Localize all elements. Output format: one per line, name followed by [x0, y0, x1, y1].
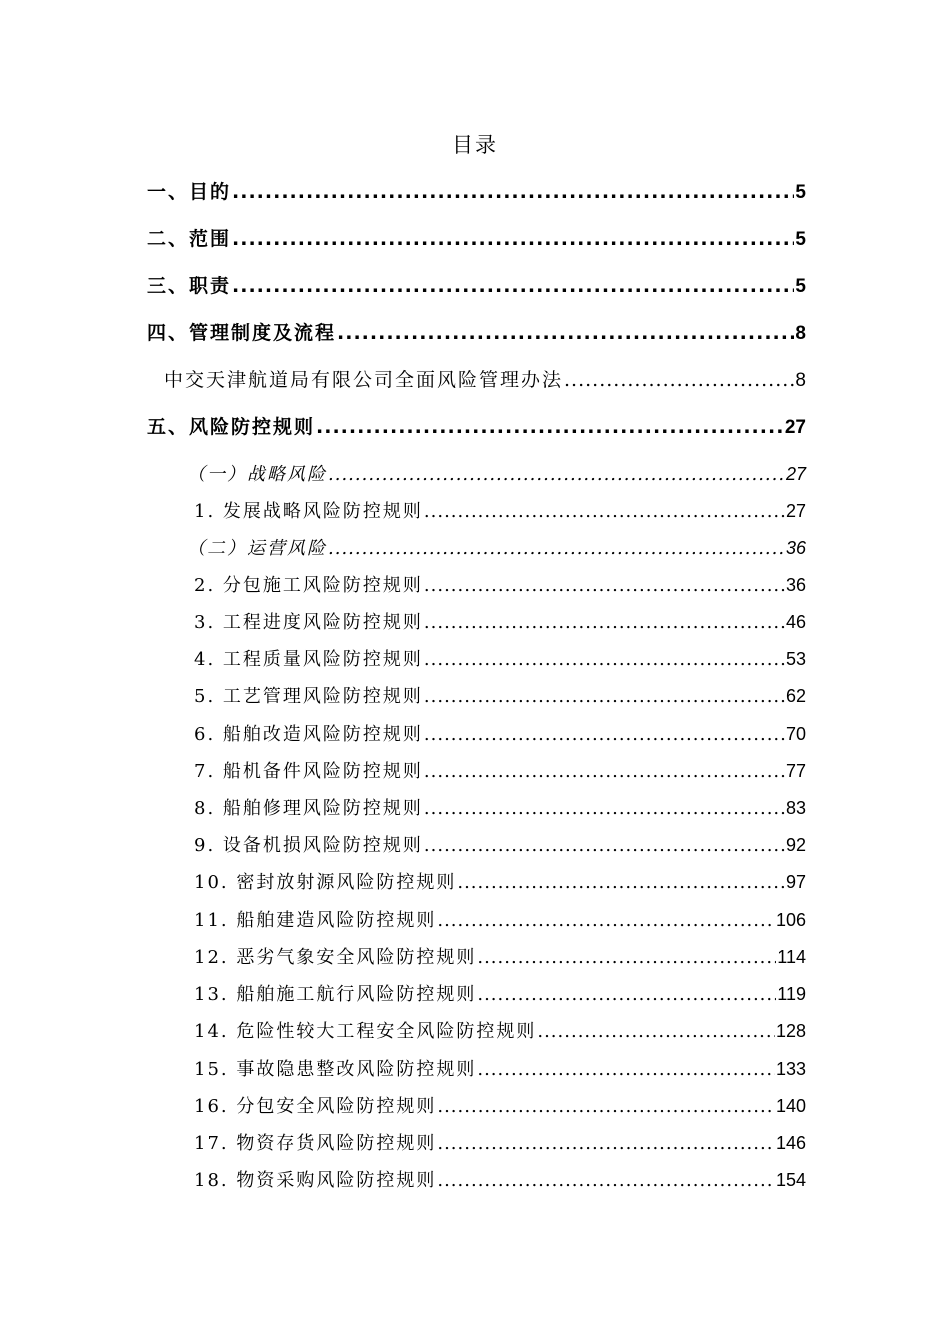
toc-entry-label: 15. 事故隐患整改风险防控规则 [194, 1059, 477, 1080]
dot-leader [457, 868, 785, 898]
toc-entry-page-number: 83 [785, 798, 806, 818]
dot-leader [232, 177, 794, 207]
toc-entry-label: 10. 密封放射源风险防控规则 [194, 872, 457, 893]
dot-leader [337, 318, 794, 348]
toc-entry[interactable] [187, 459, 806, 489]
toc-entry-page-number: 5 [795, 229, 806, 250]
toc-entry[interactable] [194, 644, 806, 674]
toc-entry-label: 6. 船舶改造风险防控规则 [194, 724, 423, 745]
toc-entry-label: 2. 分包施工风险防控规则 [194, 575, 423, 596]
toc-entry-label: 17. 物资存货风险防控规则 [194, 1133, 437, 1154]
toc-entry-page-number: 36 [785, 575, 806, 595]
toc-entry-page-number: 140 [775, 1096, 806, 1116]
toc-entry-label: 1. 发展战略风险防控规则 [194, 501, 423, 522]
dot-leader [477, 1055, 775, 1085]
toc-entry-page-number: 92 [785, 835, 806, 855]
toc-entry-label: 12. 恶劣气象安全风险防控规则 [194, 947, 477, 968]
dot-leader [424, 497, 785, 527]
dot-leader [437, 1166, 775, 1196]
toc-entry-label: 三、职责 [147, 275, 232, 297]
dot-leader [424, 608, 785, 638]
toc-entry[interactable] [147, 177, 806, 207]
toc-entry[interactable] [187, 533, 806, 563]
dot-leader [424, 645, 785, 675]
toc-entry-label: 中交天津航道局有限公司全面风险管理办法 [164, 369, 564, 391]
dot-leader [424, 831, 785, 861]
toc-entry[interactable] [194, 942, 806, 972]
toc-entry-label: 18. 物资采购风险防控规则 [194, 1170, 437, 1191]
toc-entry-page-number: 97 [785, 872, 806, 892]
toc-entry-label: 11. 船舶建造风险防控规则 [194, 910, 437, 931]
toc-entry-label: 4. 工程质量风险防控规则 [194, 649, 423, 670]
dot-leader [328, 534, 785, 564]
dot-leader [424, 571, 785, 601]
toc-entry-label: 8. 船舶修理风险防控规则 [194, 798, 423, 819]
toc-entry[interactable] [194, 905, 806, 935]
toc-entry-page-number: 8 [795, 323, 806, 344]
toc-entry-label: 9. 设备机损风险防控规则 [194, 835, 423, 856]
dot-leader [424, 720, 785, 750]
toc-entry-label: 5. 工艺管理风险防控规则 [194, 686, 423, 707]
toc-entry[interactable] [194, 756, 806, 786]
toc-entry[interactable] [194, 793, 806, 823]
toc-entry-page-number: 62 [785, 686, 806, 706]
toc-entry-label: 四、管理制度及流程 [147, 322, 337, 344]
toc-entry-page-number: 36 [785, 538, 806, 558]
toc-entry[interactable] [194, 830, 806, 860]
toc-entry-page-number: 27 [785, 464, 806, 484]
toc-entry-label: 16. 分包安全风险防控规则 [194, 1096, 437, 1117]
dot-leader [232, 224, 794, 254]
toc-entry[interactable] [194, 1091, 806, 1121]
toc-entry-label: 13. 船舶施工航行风险防控规则 [194, 984, 477, 1005]
toc-entry[interactable] [194, 496, 806, 526]
dot-leader [316, 412, 784, 442]
toc-entry-page-number: 8 [795, 370, 806, 391]
toc-entry-page-number: 5 [795, 276, 806, 297]
toc-entry[interactable] [194, 1016, 806, 1046]
toc-entry-page-number: 119 [777, 984, 806, 1004]
toc-entry-label: 一、目的 [147, 181, 232, 203]
dot-leader [424, 794, 785, 824]
toc-entry[interactable] [194, 1128, 806, 1158]
toc-entry-page-number: 146 [775, 1133, 806, 1153]
dot-leader [477, 980, 776, 1010]
toc-entry-label: 7. 船机备件风险防控规则 [194, 761, 423, 782]
toc-entry-label: 二、范围 [147, 228, 232, 250]
toc-entry[interactable] [147, 224, 806, 254]
toc-entry-page-number: 133 [775, 1059, 806, 1079]
toc-entry-page-number: 114 [777, 947, 806, 967]
toc-entry-label: （一）战略风险 [187, 464, 327, 485]
toc-entry-page-number: 46 [785, 612, 806, 632]
toc-entry-page-number: 53 [785, 649, 806, 669]
toc-entry[interactable] [147, 412, 806, 442]
toc-entry-label: 14. 危险性较大工程安全风险防控规则 [194, 1021, 537, 1042]
dot-leader [424, 682, 785, 712]
toc-entry-label: 五、风险防控规则 [147, 416, 316, 438]
toc-entry[interactable] [194, 570, 806, 600]
toc-entry-page-number: 27 [784, 417, 806, 438]
toc-entry[interactable] [194, 607, 806, 637]
dot-leader [424, 757, 785, 787]
dot-leader [437, 1129, 775, 1159]
toc-entry-label: 3. 工程进度风险防控规则 [194, 612, 423, 633]
toc-entry[interactable] [194, 979, 806, 1009]
dot-leader [328, 460, 785, 490]
dot-leader [564, 365, 794, 395]
toc-entry-page-number: 154 [775, 1170, 806, 1190]
toc-entry[interactable] [194, 1165, 806, 1195]
toc-entry-page-number: 77 [785, 761, 806, 781]
toc-entry[interactable] [147, 271, 806, 301]
dot-leader [477, 943, 776, 973]
toc-title: 目录 [452, 133, 498, 157]
toc-entry-page-number: 106 [775, 910, 806, 930]
toc-entry-page-number: 27 [785, 501, 806, 521]
toc-entry[interactable] [194, 719, 806, 749]
toc-entry-page-number: 128 [775, 1021, 806, 1041]
toc-entry[interactable] [194, 867, 806, 897]
toc-entry-page-number: 70 [785, 724, 806, 744]
dot-leader [537, 1017, 775, 1047]
toc-entry[interactable] [194, 681, 806, 711]
toc-entry[interactable] [194, 1054, 806, 1084]
toc-entry-label: （二）运营风险 [187, 538, 327, 559]
toc-entry[interactable] [164, 365, 806, 395]
toc-entry-page-number: 5 [795, 182, 806, 203]
dot-leader [437, 906, 775, 936]
dot-leader [232, 271, 794, 301]
toc-entry[interactable] [147, 318, 806, 348]
dot-leader [437, 1092, 775, 1122]
